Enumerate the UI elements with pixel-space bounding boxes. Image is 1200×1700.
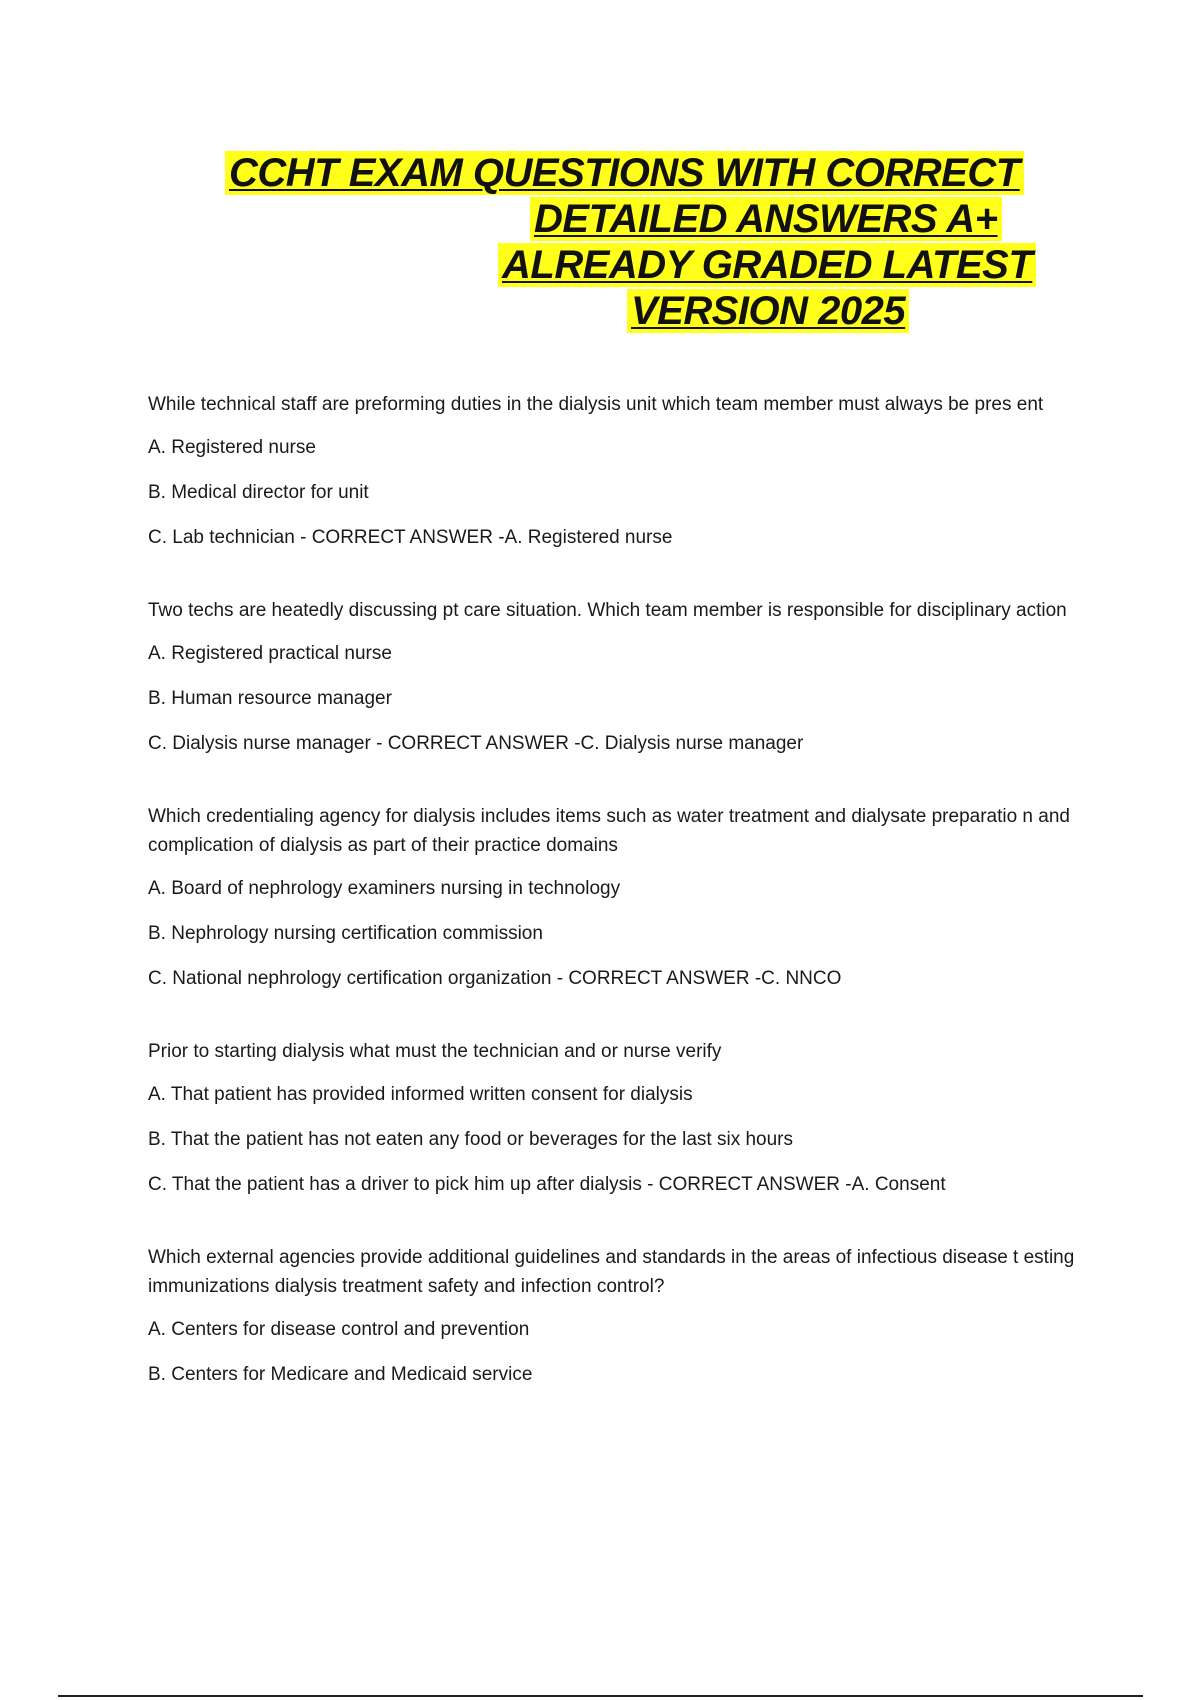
answer-option: C. That the patient has a driver to pick him up after dialysis - CORRECT ANSWER -A. Consent <box>148 1174 946 1195</box>
question-item <box>148 596 1078 758</box>
question-text: While technical staff are preforming duties in the dialysis unit which team member must always be pres ent <box>148 394 1044 415</box>
question-item <box>148 1243 1078 1389</box>
answer-option: A. Board of nephrology examiners nursing in technology <box>148 878 621 899</box>
answer-option: A. That patient has provided informed written consent for dialysis <box>148 1084 693 1105</box>
answer-option: B. Medical director for unit <box>148 482 369 503</box>
answer-option: A. Registered nurse <box>148 437 316 458</box>
answer-option: A. Centers for disease control and prevention <box>148 1319 530 1340</box>
document-title <box>225 150 1085 334</box>
answer-option: B. Centers for Medicare and Medicaid service <box>148 1364 533 1385</box>
answer-option: A. Registered practical nurse <box>148 643 392 664</box>
footer-divider <box>58 1695 1143 1697</box>
question-text: Which external agencies provide additional guidelines and standards in the areas of infectious disease t esting immunizations dialysis treatment safety and infection control? <box>148 1247 1075 1297</box>
question-text: Two techs are heatedly discussing pt care situation. Which team member is responsible for disciplinary action <box>148 600 1067 621</box>
question-item <box>148 802 1078 993</box>
answer-option: B. Human resource manager <box>148 688 392 709</box>
question-text: Prior to starting dialysis what must the technician and or nurse verify <box>148 1041 722 1062</box>
answer-option: B. Nephrology nursing certification commission <box>148 923 543 944</box>
answer-option: C. Dialysis nurse manager - CORRECT ANSWER -C. Dialysis nurse manager <box>148 733 804 754</box>
title-line-2: DETAILED ANSWERS A+ <box>225 196 1085 242</box>
question-item <box>148 390 1078 552</box>
question-item <box>148 1037 1078 1199</box>
title-line-4: VERSION 2025 <box>225 288 1085 334</box>
answer-option: C. Lab technician - CORRECT ANSWER -A. Registered nurse <box>148 527 673 548</box>
answer-option: C. National nephrology certification organization - CORRECT ANSWER -C. NNCO <box>148 968 842 989</box>
title-line-1: CCHT EXAM QUESTIONS WITH CORRECT <box>225 150 1085 196</box>
answer-option: B. That the patient has not eaten any food or beverages for the last six hours <box>148 1129 793 1150</box>
question-list <box>148 390 1078 1433</box>
question-text: Which credentialing agency for dialysis includes items such as water treatment and dialysate preparatio n and complication of dialysis as part of their practice domains <box>148 806 1070 856</box>
title-line-3: ALREADY GRADED LATEST <box>225 242 1085 288</box>
